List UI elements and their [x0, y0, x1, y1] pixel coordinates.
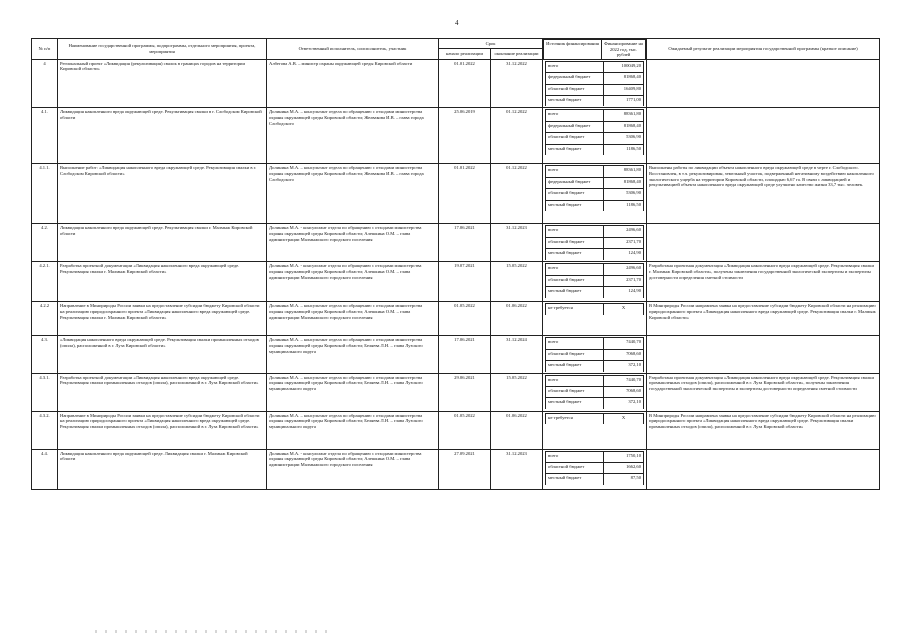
row-executor: Долинина М.А. – консультант отдела по обращению с отходами министерства охраны окружающей среды Кировской области; Желвакова И.В. – глава города Слободского [267, 108, 439, 164]
financing-source: областной бюджет [546, 237, 604, 248]
financing-amount: 2496,60 [604, 264, 644, 275]
financing-source: не требуется [546, 304, 604, 315]
row-end-date: 01.12.2022 [491, 164, 543, 224]
financing-line [546, 349, 644, 360]
header-term: Срок [439, 39, 543, 49]
financing-amount: 1662,60 [604, 462, 644, 473]
financing-source: областной бюджет [546, 84, 604, 95]
financing-source: всего [546, 338, 604, 349]
row-start-date: 01.05.2022 [439, 411, 491, 449]
financing-line [546, 386, 644, 397]
table-row [32, 302, 880, 336]
row-financing [543, 336, 647, 373]
financing-amount: 124,90 [604, 287, 644, 298]
financing-line [546, 249, 644, 260]
row-executor: Долинина М.А. – консультант отдела по обращению с отходами министерства охраны окружающей среды Кировской области; Беляева Л.Н. – глава Лузского муниципального округа [267, 411, 439, 449]
header-row [32, 39, 880, 49]
row-result [647, 224, 880, 262]
row-number: 4.3.2. [32, 411, 58, 449]
financing-line [546, 95, 644, 106]
financing-line [546, 462, 644, 473]
financing-line [546, 451, 644, 462]
row-end-date: 01.06.2022 [491, 411, 543, 449]
row-name: Разработка проектной документации «Ликвидация накопленного вреда окружающей среде. Рекультивация свалки промышленных отходов (опила), расположенной в г. Луза Кировской области» [58, 373, 267, 411]
row-start-date: 17.06.2021 [439, 336, 491, 373]
financing-line [546, 73, 644, 84]
financing-source: всего [546, 226, 604, 237]
page-number: 4 [455, 19, 459, 27]
financing-line [546, 361, 644, 372]
financing-amount: 81868,40 [604, 73, 644, 84]
row-result: Разработана проектная документация «Ликвидация накопленного вреда окружающей среде. Рекультивация свалки промышленных отходов (опила), расположенной в г. Луза Кировской области», получены заключения государственной экологической экспертизы и экспертизы достоверности определения сметной стоимости [647, 373, 880, 411]
financing-source: областной бюджет [546, 275, 604, 286]
financing-line [546, 226, 644, 237]
row-result [647, 449, 880, 489]
financing-source: областной бюджет [546, 133, 604, 144]
row-start-date: 17.06.2021 [439, 224, 491, 262]
financing-line [546, 121, 644, 132]
financing-amount: 100049,20 [604, 61, 644, 72]
header-executor: Ответственный исполнитель, соисполнитель, участник [267, 39, 439, 60]
financing-source: федеральный бюджет [546, 73, 604, 84]
financing-line [546, 338, 644, 349]
financing-source: всего [546, 61, 604, 72]
row-number: 4.1. [32, 108, 58, 164]
financing-line [546, 237, 644, 248]
header-num: № п/п [32, 39, 58, 60]
financing-line [546, 304, 644, 315]
row-name: Разработка проектной документации «Ликвидация накопленного вреда окружающей среде. Рекультивация свалки г. Малмыж Кировской области» [58, 262, 267, 302]
table-row [32, 336, 880, 373]
row-start-date: 25.06.2019 [439, 108, 491, 164]
row-financing [543, 224, 647, 262]
financing-amount: 7440,70 [604, 375, 644, 386]
row-end-date: 15.05.2022 [491, 262, 543, 302]
row-result: В Минприроды России направлена заявка на предоставление субсидии бюджету Кировской области на реализацию природоохранного проекта «Ликвидация накопленного вреда окружающей среде. Рекультивация свалки промышленных отходов (опила), расположенной в г. Луза Кировской области» [647, 411, 880, 449]
header-amount: Финансирование на 2022 год, тыс. рублей [602, 40, 646, 59]
header-result: Ожидаемый результат реализации мероприятия государственной программы (краткое описание) [647, 39, 880, 60]
row-name: Региональный проект «Ликвидация (рекультивация) свалок в границах городов на территории Кировской области» [58, 59, 267, 108]
financing-source: местный бюджет [546, 287, 604, 298]
row-financing [543, 449, 647, 489]
row-start-date: 01.01.2022 [439, 164, 491, 224]
financing-source: федеральный бюджет [546, 177, 604, 188]
financing-amount: 16409,80 [604, 84, 644, 95]
row-number: 4.2. [32, 224, 58, 262]
row-financing [543, 302, 647, 336]
row-result [647, 336, 880, 373]
row-end-date: 01.12.2022 [491, 108, 543, 164]
header-name: Наименование государственной программы, подпрограммы, отдельного мероприятия, проекта, мероприятия [58, 39, 267, 60]
financing-line [546, 133, 644, 144]
program-table [31, 38, 880, 490]
table-row [32, 262, 880, 302]
row-result: Выполнены работы по ликвидации объекта накопленного вреда окружающей среде в черте г. Слободского. Восстановлен, в т.ч. рекультивирован, земельный участок, подверженный негативному воздействию накопленного экологического ущерба на территории Кировской области, площадью 6,67 га. В связи с ликвидацией и рекультивацией объекта накопленного вреда окружающей среде улучшено качество жизни 33,7 тыс. человек. [647, 164, 880, 224]
financing-amount: 88361,80 [604, 110, 644, 121]
row-end-date: 15.05.2022 [491, 373, 543, 411]
financing-source: всего [546, 166, 604, 177]
row-start-date: 29.06.2021 [439, 373, 491, 411]
financing-source: всего [546, 451, 604, 462]
financing-amount: 2371,70 [604, 237, 644, 248]
table-row [32, 224, 880, 262]
row-financing [543, 373, 647, 411]
financing-amount: 2371,70 [604, 275, 644, 286]
financing-amount: 7068,60 [604, 386, 644, 397]
row-name: Направление в Минприроды России заявки на предоставление субсидии бюджету Кировской области на реализацию природоохранного проекта «Ликвидация накопленного вреда окружающей среде. Рекультивация свалки г. Малмыж Кировской области» [58, 302, 267, 336]
financing-source: местный бюджет [546, 361, 604, 372]
row-executor: Долинина М.А. – консультант отдела по обращению с отходами министерства охраны окружающей среды Кировской области; Беляева Л.Н. – глава Лузского муниципального округа [267, 336, 439, 373]
row-result [647, 108, 880, 164]
financing-amount: 5306,90 [604, 189, 644, 200]
row-number: 4.3.1. [32, 373, 58, 411]
financing-line [546, 110, 644, 121]
financing-amount: 88361,80 [604, 166, 644, 177]
table-row [32, 411, 880, 449]
financing-amount: 1186,50 [604, 200, 644, 211]
financing-source: местный бюджет [546, 398, 604, 409]
financing-amount: 7440,70 [604, 338, 644, 349]
financing-line [546, 200, 644, 211]
row-executor: Долинина М.А. – консультант отдела по обращению с отходами министерства охраны окружающей среды Кировской области; Беляева Л.Н. – глава Лузского муниципального округа [267, 373, 439, 411]
row-name: «Ликвидация накопленного вреда окружающей среде. Рекультивация свалки промышленных отходов (опила), расположенной в г. Луза Кировской области» [58, 336, 267, 373]
financing-amount: 81868,40 [604, 121, 644, 132]
row-end-date: 01.06.2022 [491, 302, 543, 336]
financing-amount: 87,50 [604, 474, 644, 485]
row-end-date: 31.12.2023 [491, 224, 543, 262]
row-financing [543, 164, 647, 224]
financing-line [546, 177, 644, 188]
financing-amount: 81868,40 [604, 177, 644, 188]
row-executor: Долинина М.А. - консультант отдела по обращению с отходами министерства охраны окружающей среды Кировской области; Алешкина О.М. – глава администрации Малмыжского городского поселения [267, 262, 439, 302]
row-start-date: 01.01.2022 [439, 59, 491, 108]
row-number: 4.2.2 [32, 302, 58, 336]
financing-source: всего [546, 264, 604, 275]
financing-line [546, 189, 644, 200]
financing-line [546, 375, 644, 386]
financing-source: федеральный бюджет [546, 121, 604, 132]
financing-line [546, 84, 644, 95]
financing-amount: 2496,60 [604, 226, 644, 237]
financing-line [546, 144, 644, 155]
financing-amount: 124,90 [604, 249, 644, 260]
row-end-date: 31.12.2023 [491, 449, 543, 489]
financing-amount: 1750,10 [604, 451, 644, 462]
table-row [32, 108, 880, 164]
financing-amount: 1771,00 [604, 95, 644, 106]
financing-source: местный бюджет [546, 95, 604, 106]
table-row [32, 59, 880, 108]
table-row [32, 373, 880, 411]
financing-source: областной бюджет [546, 349, 604, 360]
row-result [647, 59, 880, 108]
financing-amount: 7068,60 [604, 349, 644, 360]
row-name: Направление в Минприроды России заявки на предоставление субсидии бюджету Кировской области на реализацию природоохранного проекта «Ликвидация накопленного вреда окружающей среде. Рекультивация свалки промышленных отходов (опила), расположенной в г. Луза Кировской области» [58, 411, 267, 449]
financing-line [546, 398, 644, 409]
financing-line [546, 474, 644, 485]
row-name: Ликвидация накопленного вреда окружающей среде. Рекультивация свалки в г. Слободском Кировской области [58, 108, 267, 164]
row-name: Выполнение работ: «Ликвидация накопленного вреда окружающей среде. Рекультивация свалки в г. Слободском Кировской области» [58, 164, 267, 224]
row-executor: Албегова А.В. – министр охраны окружающей среды Кировской области [267, 59, 439, 108]
row-executor: Долинина М.А. – консультант отдела по обращению с отходами министерства охраны окружающей среды Кировской области; Желвакова И.В. – глава города Слободского [267, 164, 439, 224]
table-row [32, 164, 880, 224]
financing-amount: 372,10 [604, 361, 644, 372]
financing-line [546, 287, 644, 298]
table-row [32, 449, 880, 489]
row-end-date: 31.12.2022 [491, 59, 543, 108]
header-financing [543, 39, 647, 60]
row-financing [543, 411, 647, 449]
financing-source: всего [546, 375, 604, 386]
financing-source: областной бюджет [546, 386, 604, 397]
row-result: В Минприроды России направлена заявка на предоставление субсидии бюджету Кировской области на реализацию природоохранного проекта «Ликвидация накопленного вреда окружающей среде. Рекультивация свалки г. Малмыж Кировской области» [647, 302, 880, 336]
row-end-date: 31.12.2024 [491, 336, 543, 373]
financing-source: местный бюджет [546, 144, 604, 155]
financing-source: не требуется [546, 413, 604, 424]
header-source: Источник финансирования [544, 40, 602, 59]
financing-amount: X [604, 304, 644, 315]
financing-amount: 1186,50 [604, 144, 644, 155]
header-end: окончание реализации [491, 49, 543, 59]
row-result: Разработана проектная документация «Ликвидация накопленного вреда окружающей среде. Рекультивация свалки г. Малмыж Кировской области», получены заключения государственной экологической экспертизы и экспертизы достоверности определения сметной стоимости [647, 262, 880, 302]
row-name: Ликвидация накопленного вреда окружающей среде. Рекультивация свалки г. Малмыж Кировской области [58, 224, 267, 262]
row-executor: Долинина М.А. - консультант отдела по обращению с отходами министерства охраны окружающей среды Кировской области; Алешкина О.М. – глава администрации Малмыжского городского поселения [267, 449, 439, 489]
row-number: 4.2.1. [32, 262, 58, 302]
financing-line [546, 264, 644, 275]
financing-line [546, 413, 644, 424]
row-start-date: 01.05.2022 [439, 302, 491, 336]
financing-amount: 372,10 [604, 398, 644, 409]
row-financing [543, 59, 647, 108]
financing-line [546, 275, 644, 286]
scan-artifact [95, 630, 335, 633]
row-executor: Долинина М.А. – консультант отдела по обращению с отходами министерства охраны окружающей среды Кировской области; Алешкина О.М. – глава администрации Малмыжского городского поселения [267, 302, 439, 336]
row-number: 4.3. [32, 336, 58, 373]
row-number: 4.4. [32, 449, 58, 489]
row-financing [543, 262, 647, 302]
financing-source: местный бюджет [546, 474, 604, 485]
header-start: начало реализации [439, 49, 491, 59]
financing-amount: 5306,90 [604, 133, 644, 144]
row-start-date: 27.09.2021 [439, 449, 491, 489]
row-number: 4 [32, 59, 58, 108]
row-executor: Долинина М.А. - консультант отдела по обращению с отходами министерства охраны окружающей среды Кировской области; Алешкина О.М. – глава администрации Малмыжского городского поселения [267, 224, 439, 262]
row-name: Ликвидация накопленного вреда окружающей среде. Ликвидация свалки г. Малмыж Кировской области [58, 449, 267, 489]
row-start-date: 19.07.2021 [439, 262, 491, 302]
financing-amount: X [604, 413, 644, 424]
row-financing [543, 108, 647, 164]
financing-source: областной бюджет [546, 462, 604, 473]
financing-source: всего [546, 110, 604, 121]
financing-source: областной бюджет [546, 189, 604, 200]
financing-source: местный бюджет [546, 249, 604, 260]
financing-source: местный бюджет [546, 200, 604, 211]
financing-line [546, 61, 644, 72]
row-number: 4.1.1. [32, 164, 58, 224]
financing-line [546, 166, 644, 177]
